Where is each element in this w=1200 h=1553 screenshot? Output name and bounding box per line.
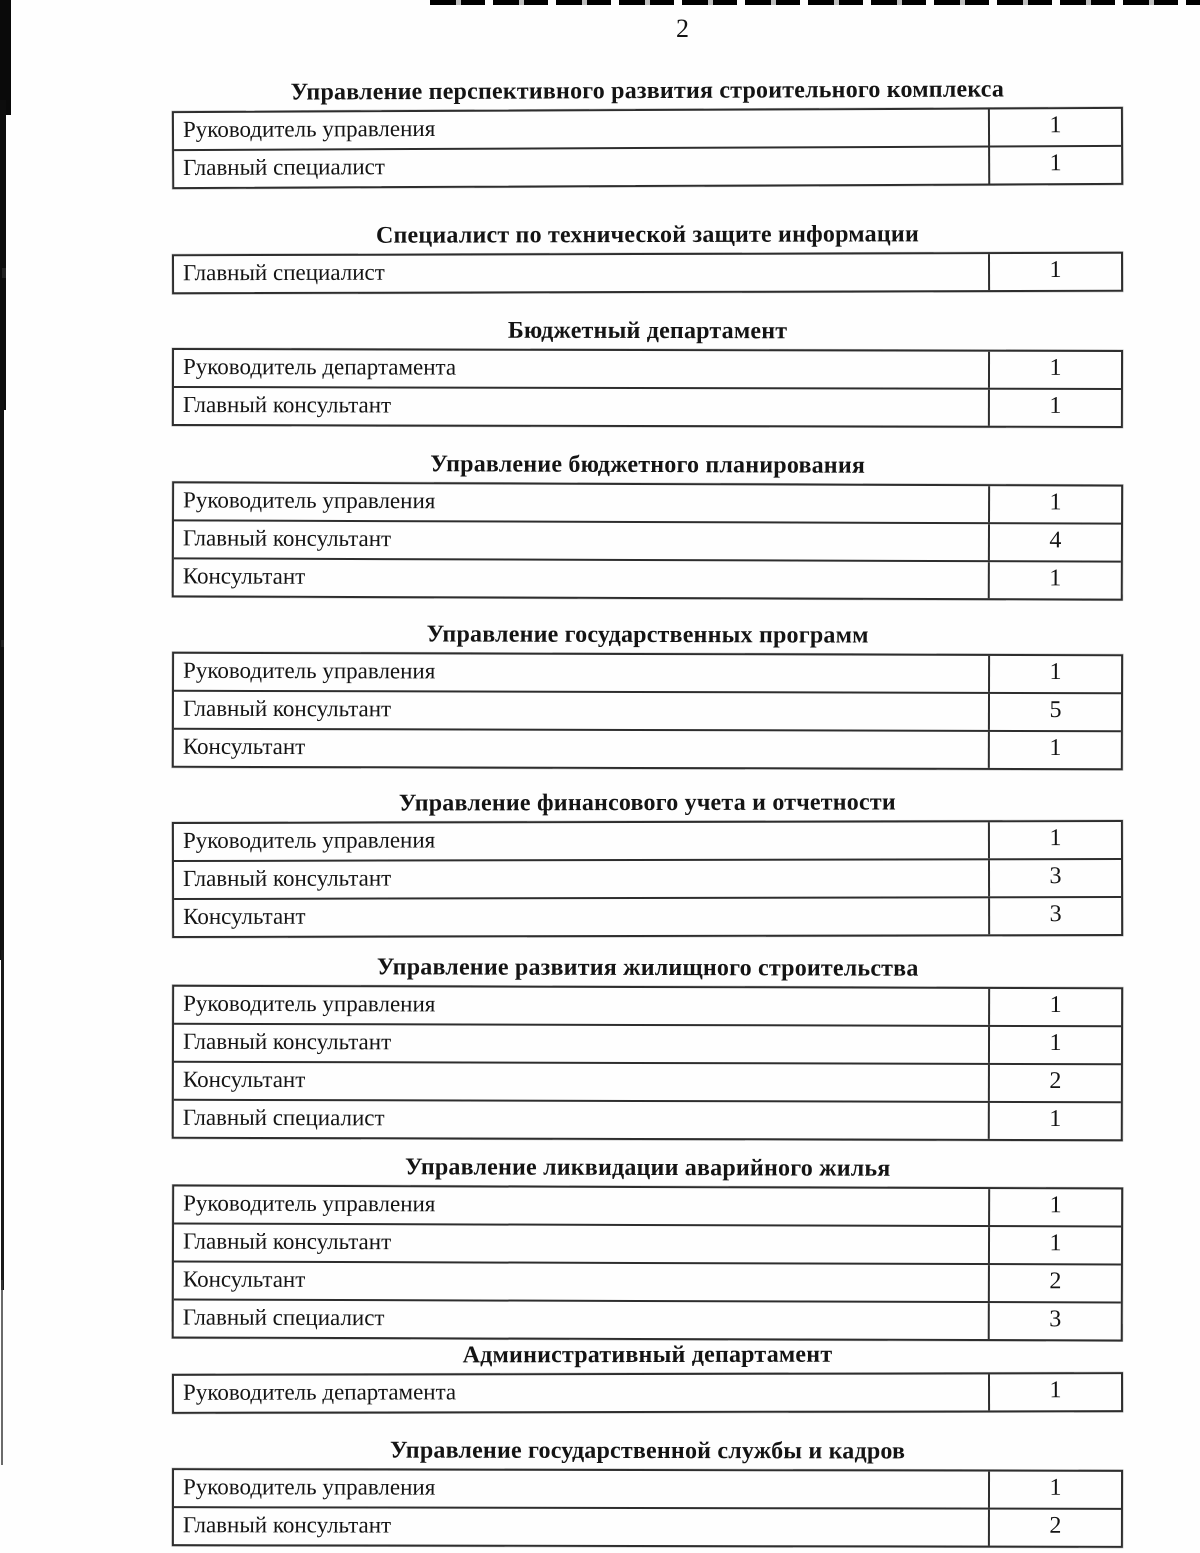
- table-row: [174, 483, 1121, 522]
- position-cell: Главный консультант: [182, 392, 392, 418]
- staff-section: [172, 952, 1123, 1141]
- position-cell: Консультант: [183, 903, 306, 929]
- staff-table: [172, 820, 1123, 938]
- count-cell: 4: [988, 524, 1121, 560]
- position-cell: Главный специалист: [182, 1104, 385, 1131]
- staff-section: [172, 787, 1123, 938]
- position-cell: Главный консультант: [182, 1228, 392, 1255]
- scan-artifact-left-strip: [1, 1280, 3, 1465]
- staff-section: [172, 74, 1123, 189]
- staff-section: [172, 448, 1124, 600]
- staff-table: [172, 1372, 1123, 1414]
- section-title: Управление ликвидации аварийного жилья: [404, 1154, 891, 1182]
- table-row: [174, 1261, 1121, 1302]
- section-title: Управление перспективного развития строительного комплекса: [290, 76, 1005, 106]
- position-cell: Руководитель департамента: [182, 354, 457, 380]
- count-cell: 1: [988, 1103, 1121, 1139]
- table-row: [174, 654, 1121, 692]
- count-cell: 3: [988, 1303, 1121, 1339]
- section-title: Управление бюджетного планирования: [430, 451, 866, 479]
- section-title: Управление финансового учета и отчетности: [398, 789, 896, 817]
- staff-table: [172, 481, 1123, 600]
- scan-artifact-left-strip: [1, 950, 4, 1290]
- section-title: Управление развития жилищного строительства: [376, 954, 919, 982]
- table-row: [174, 1374, 1121, 1412]
- position-cell: Главный консультант: [183, 865, 392, 891]
- position-cell: Руководитель управления: [182, 1474, 436, 1500]
- section-title: Административный департамент: [462, 1341, 833, 1369]
- staff-table: [172, 348, 1123, 428]
- position-cell: Главный специалист: [183, 259, 385, 286]
- count-cell: 1: [988, 1472, 1121, 1508]
- count-cell: 1: [988, 732, 1121, 768]
- section-title: Управление государственных программ: [426, 621, 869, 649]
- position-cell: Руководитель департамента: [183, 1379, 457, 1405]
- table-row: [174, 1223, 1121, 1264]
- count-cell: 1: [988, 390, 1121, 426]
- staff-table: [172, 107, 1123, 189]
- staff-table: [172, 1185, 1123, 1342]
- count-cell: 1: [988, 254, 1121, 290]
- table-row: [174, 1023, 1121, 1063]
- scan-artifact-left-strip: [0, 100, 6, 410]
- table-row: [174, 519, 1121, 560]
- position-cell: Консультант: [182, 733, 306, 760]
- count-cell: 3: [988, 898, 1121, 934]
- scan-artifact-top-edge: [430, 0, 1200, 5]
- count-cell: 2: [988, 1065, 1121, 1101]
- table-row: [174, 557, 1121, 598]
- count-cell: 1: [988, 989, 1121, 1025]
- count-cell: 1: [988, 1374, 1121, 1410]
- section-title: Специалист по технической защите информации: [375, 221, 919, 249]
- section-title: Управление государственной службы и кадров: [389, 1437, 906, 1465]
- table-row: [174, 858, 1121, 898]
- count-cell: 1: [988, 486, 1121, 522]
- scan-artifact-speck: [2, 268, 6, 278]
- table-row: [174, 1506, 1121, 1546]
- position-cell: Руководитель управления: [183, 487, 436, 514]
- staff-table: [172, 1468, 1123, 1548]
- position-cell: Консультант: [182, 1266, 306, 1292]
- count-cell: 1: [988, 1027, 1121, 1063]
- count-cell: 1: [988, 1227, 1121, 1263]
- table-row: [174, 896, 1121, 936]
- position-cell: Главный консультант: [182, 1512, 392, 1538]
- table-row: [174, 386, 1121, 426]
- scan-artifact-left-strip: [0, 0, 11, 115]
- count-cell: 1: [988, 147, 1121, 184]
- count-cell: 2: [988, 1510, 1121, 1546]
- table-row: [174, 145, 1121, 187]
- position-cell: Руководитель управления: [183, 990, 436, 1017]
- staff-table: [172, 652, 1123, 770]
- staff-section: [172, 1435, 1123, 1548]
- position-cell: Руководитель управления: [182, 827, 436, 853]
- table-row: [174, 1061, 1121, 1101]
- count-cell: 1: [988, 562, 1121, 598]
- table-row: [174, 987, 1121, 1025]
- table-row: [174, 822, 1121, 860]
- scan-artifact-speck: [1, 640, 4, 647]
- staff-section: [172, 1339, 1123, 1414]
- count-cell: 5: [988, 694, 1121, 730]
- position-cell: Консультант: [182, 563, 306, 589]
- scan-artifact-left-strip: [0, 400, 4, 960]
- table-row: [174, 350, 1121, 388]
- position-cell: Главный консультант: [182, 1028, 392, 1055]
- position-cell: Главный специалист: [183, 154, 385, 181]
- staff-section: [172, 1152, 1124, 1342]
- count-cell: 2: [988, 1265, 1121, 1301]
- staff-table: [172, 252, 1123, 294]
- count-cell: 1: [988, 822, 1121, 858]
- count-cell: 1: [988, 656, 1121, 692]
- position-cell: Главный консультант: [182, 695, 392, 722]
- count-cell: 1: [988, 352, 1121, 388]
- position-cell: Главный консультант: [182, 525, 392, 552]
- staff-section: [172, 619, 1123, 770]
- position-cell: Главный специалист: [182, 1304, 385, 1331]
- position-cell: Руководитель управления: [183, 657, 436, 684]
- position-cell: Руководитель управления: [182, 115, 436, 143]
- count-cell: 1: [988, 1189, 1121, 1225]
- section-title: Бюджетный департамент: [507, 317, 788, 345]
- staff-section: [172, 315, 1123, 428]
- table-row: [174, 728, 1121, 768]
- position-cell: Руководитель управления: [183, 1190, 436, 1217]
- table-row: [174, 1470, 1121, 1508]
- count-cell: 3: [988, 860, 1121, 896]
- table-row: [174, 1099, 1121, 1139]
- table-row: [174, 1299, 1121, 1340]
- staff-table: [172, 985, 1123, 1141]
- staff-section: [172, 219, 1123, 294]
- table-row: [174, 690, 1121, 730]
- count-cell: 1: [988, 109, 1121, 146]
- table-row: [174, 254, 1121, 292]
- page-number: 2: [676, 14, 689, 43]
- position-cell: Консультант: [182, 1066, 306, 1093]
- table-row: [174, 1187, 1121, 1226]
- table-row: [174, 109, 1121, 149]
